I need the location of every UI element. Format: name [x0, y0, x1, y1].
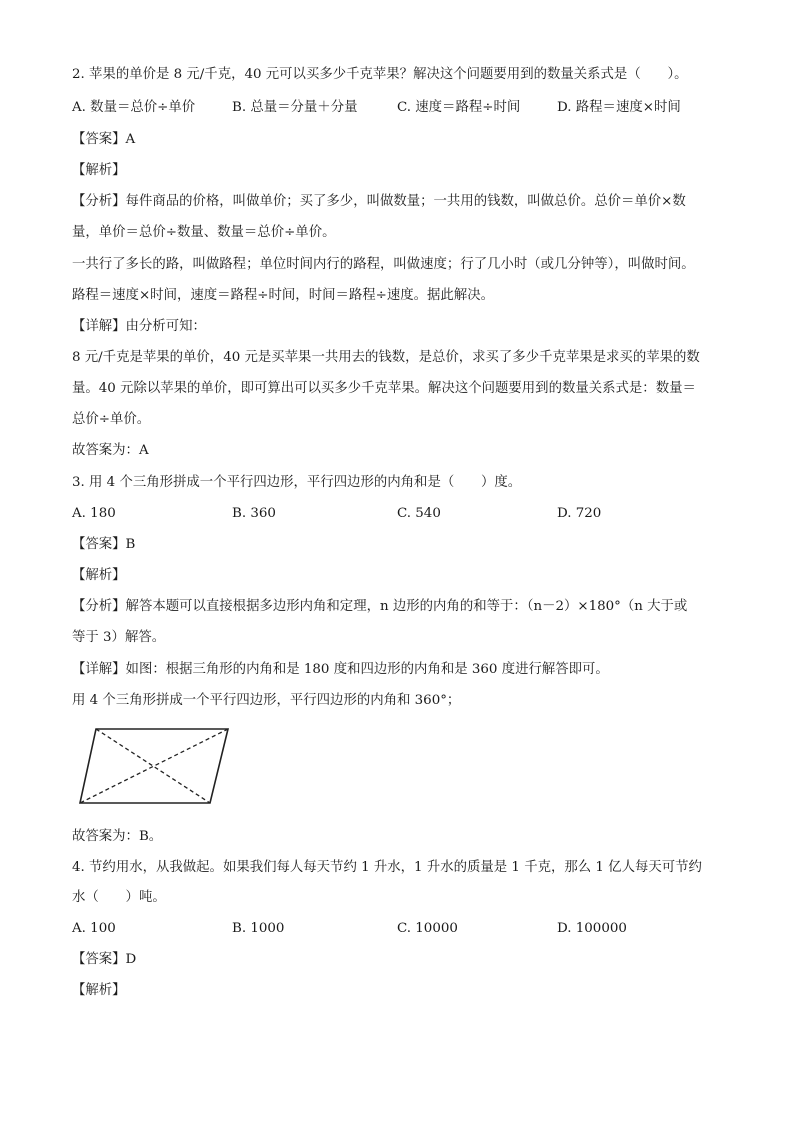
q4-stem-line2: 水（ ）吨。 — [72, 890, 166, 905]
q4-option-d: D. 100000 — [557, 921, 627, 936]
q3-answer: 【答案】B — [72, 537, 136, 552]
q3-fenxi-line1: 【分析】解答本题可以直接根据多边形内角和定理，n 边形的内角的和等于：（n－2）×180°（n 大于或 — [72, 599, 688, 614]
q2-jiexi: 【解析】 — [72, 163, 126, 178]
diagonal-1 — [96, 729, 210, 803]
q2-xiangjie-line4: 总价÷单价。 — [72, 412, 151, 427]
q3-option-d: D. 720 — [557, 506, 602, 521]
q2-option-a: A. 数量＝总价÷单价 — [72, 100, 196, 115]
q3-option-a: A. 180 — [72, 506, 116, 521]
q3-stem: 3. 用 4 个三角形拼成一个平行四边形，平行四边形的内角和是（ ）度。 — [72, 475, 522, 490]
q4-answer: 【答案】D — [72, 952, 137, 967]
q3-jiexi: 【解析】 — [72, 568, 126, 583]
q2-fenxi-line1: 【分析】每件商品的价格，叫做单价；买了多少，叫做数量；一共用的钱数，叫做总价。总价＝单价×数 — [72, 194, 686, 209]
diagonal-2 — [80, 729, 228, 803]
q3-option-c: C. 540 — [397, 506, 441, 521]
q3-conclusion: 故答案为：B。 — [72, 829, 163, 844]
q2-fenxi-line2: 量，单价＝总价÷数量、数量＝总价÷单价。 — [72, 225, 336, 240]
q2-option-b: B. 总量＝分量＋分量 — [232, 100, 358, 115]
q3-xiangjie-line1: 【详解】如图：根据三角形的内角和是 180 度和四边形的内角和是 360 度进行解答即可。 — [72, 662, 609, 677]
q4-option-c: C. 10000 — [397, 921, 458, 936]
parallelogram-figure — [74, 725, 234, 809]
q4-option-b: B. 1000 — [232, 921, 285, 936]
q2-xiangjie-line3: 量。40 元除以苹果的单价，即可算出可以买多少千克苹果。解决这个问题要用到的数量关系式是：数量＝ — [72, 381, 696, 396]
q3-xiangjie-line2: 用 4 个三角形拼成一个平行四边形，平行四边形的内角和 360°； — [72, 693, 461, 708]
q2-stem: 2. 苹果的单价是 8 元/千克，40 元可以买多少千克苹果？解决这个问题要用到的数量关系式是（ ）。 — [72, 67, 688, 82]
q2-xiangjie-line1: 【详解】由分析可知： — [72, 319, 206, 334]
q4-jiexi: 【解析】 — [72, 983, 126, 998]
q2-fenxi-line4: 路程＝速度×时间，速度＝路程÷时间，时间＝路程÷速度。据此解决。 — [72, 288, 494, 303]
q2-answer: 【答案】A — [72, 132, 136, 147]
q3-fenxi-line2: 等于 3）解答。 — [72, 630, 166, 645]
q2-conclusion: 故答案为：A — [72, 443, 149, 458]
q2-xiangjie-line2: 8 元/千克是苹果的单价，40 元是买苹果一共用去的钱数，是总价，求买了多少千克苹果是求买的苹果的数 — [72, 350, 700, 365]
q4-stem-line1: 4. 节约用水，从我做起。如果我们每人每天节约 1 升水，1 升水的质量是 1 千克，那么 1 亿人每天可节约 — [72, 860, 702, 875]
q4-option-a: A. 100 — [72, 921, 116, 936]
q2-fenxi-line3: 一共行了多长的路，叫做路程；单位时间内行的路程，叫做速度；行了几小时（或几分钟等），叫做时间。 — [72, 257, 695, 272]
q3-option-b: B. 360 — [232, 506, 276, 521]
q2-option-c: C. 速度＝路程÷时间 — [397, 100, 521, 115]
q2-option-d: D. 路程＝速度×时间 — [557, 100, 681, 115]
